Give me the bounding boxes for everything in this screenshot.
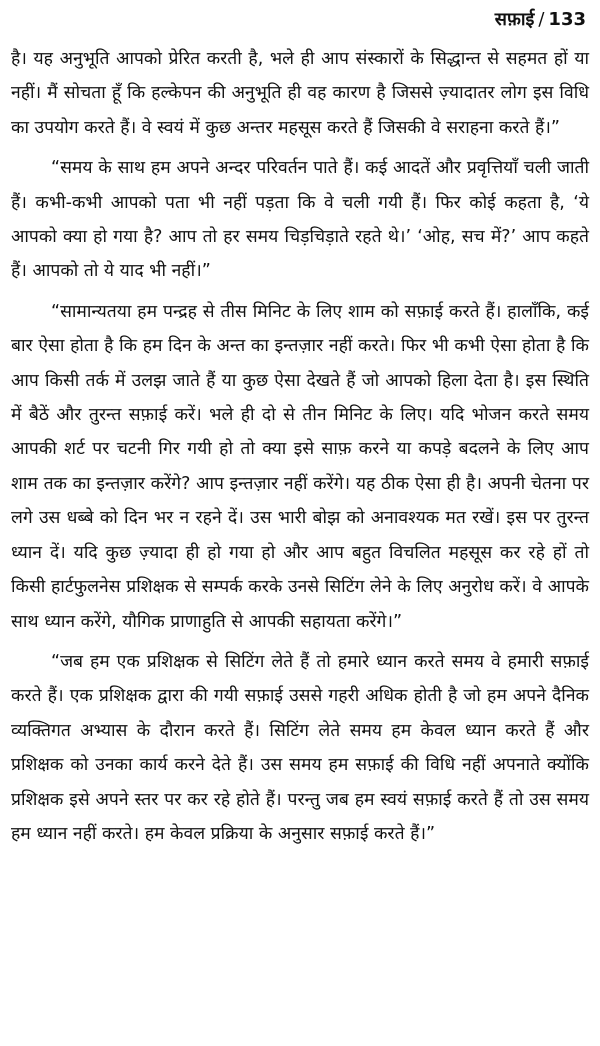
paragraph-sitting-with-trainer: “जब हम एक प्रशिक्षक से सिटिंग लेते हैं तो हमारे ध्यान करते समय वे हमारी सफ़ाई करते हैं। एक प्रशिक्षक द्वारा की गयी सफ़ाई उससे गहरी अधिक होती है जो हम अपने दैनिक व्यक्तिगत अभ्यास के दौरान करते हैं। सिटिंग लेते समय हम केवल ध्यान करते हैं और प्रशिक्षक को उनका कार्य करने देते हैं। उस समय हम सफ़ाई की विधि नहीं अपनाते क्योंकि प्रशिक्षक इसे अपने स्तर पर कर रहे होते हैं। परन्तु जब हम स्वयं सफ़ाई करते हैं तो उस समय हम ध्यान नहीं करते। हम केवल प्रक्रिया के अनुसार सफ़ाई करते हैं।”: [11, 651, 589, 844]
running-header: [495, 8, 586, 32]
body-text: [11, 42, 589, 857]
chapter-title: सफ़ाई: [494, 9, 535, 30]
header-separator: /: [538, 9, 545, 30]
paragraph-habits-change: “समय के साथ हम अपने अन्दर परिवर्तन पाते हैं। कई आदतें और प्रवृत्तियाँ चली जाती हैं। कभी-कभी आपको पता भी नहीं पड़ता कि वे चली गयी हैं। फिर कोई कहता है, ‘ये आपको क्या हो गया है? आप तो हर समय चिड़चिड़ाते रहते थे।’ ‘ओह, सच में?’ आप कहते हैं। आपको तो ये याद भी नहीं।”: [11, 158, 589, 282]
paragraph-continuation: है। यह अनुभूति आपको प्रेरित करती है, भले ही आप संस्कारों के सिद्धान्त से सहमत हों या नहीं। मैं सोचता हूँ कि हल्केपन की अनुभूति ही वह कारण है जिससे ज़्यादातर लोग इस विधि का उपयोग करते हैं। वे स्वयं में कुछ अन्तर महसूस करते हैं जिसकी वे सराहना करते हैं।”: [11, 49, 589, 138]
paragraph-evening-cleaning: “सामान्यतया हम पन्द्रह से तीस मिनिट के लिए शाम को सफ़ाई करते हैं। हालाँकि, कई बार ऐसा होता है कि हम दिन के अन्त का इन्तज़ार नहीं करते। फिर भी कभी ऐसा होता है कि आप किसी तर्क में उलझ जाते हैं या कुछ ऐसा देखते हैं जो आपको हिला देता है। इस स्थिति में बैठें और तुरन्त सफ़ाई करें। भले ही दो से तीन मिनिट के लिए। यदि भोजन करते समय आपकी शर्ट पर चटनी गिर गयी हो तो क्या इसे साफ़ करने या कपड़े बदलने के लिए आप शाम तक का इन्तज़ार करेंगे? आप इन्तज़ार नहीं करेंगे। यह ठीक ऐसा ही है। अपनी चेतना पर लगे उस धब्बे को दिन भर न रहने दें। उस भारी बोझ को अनावश्यक मत रखें। इस पर तुरन्त ध्यान दें। यदि कुछ ज़्यादा ही हो गया हो और आप बहुत विचलित महसूस कर रहे हों तो किसी हार्टफुलनेस प्रशिक्षक से सम्पर्क करके उनसे सिटिंग लेने के लिए अनुरोध करें। वे आपके साथ ध्यान करेंगे, यौगिक प्राणाहुति से आपकी सहायता करेंगे।”: [11, 301, 589, 632]
page-number: 133: [548, 9, 586, 30]
